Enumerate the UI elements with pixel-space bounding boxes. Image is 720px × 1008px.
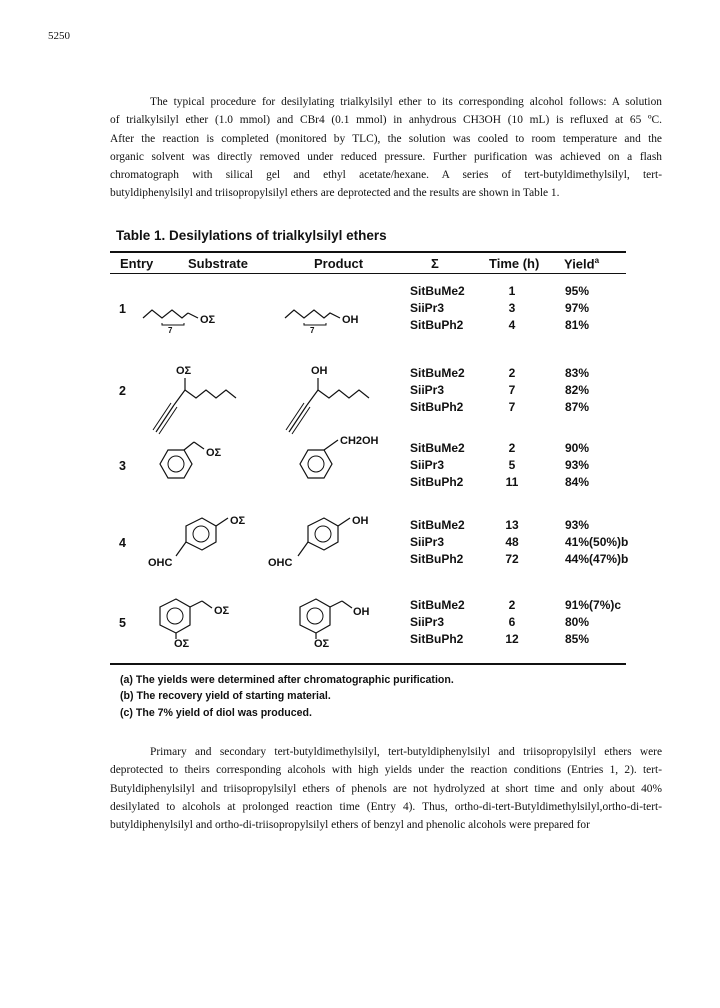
substrate-o-sigma-label: OΣ <box>206 447 222 459</box>
yield-value: 83% <box>565 366 590 380</box>
entry4-structure-svg <box>140 512 410 580</box>
header-time: Time (h) <box>489 256 540 271</box>
yield-value: 80% <box>565 615 590 629</box>
paragraph-line: The typical procedure for desilylating trialkylsilyl ether to its corresponding alcohol follows: A solution <box>150 96 662 108</box>
reaction-time: 7 <box>508 400 516 414</box>
footnote: (a) The yields were determined after chromatographic purification. <box>120 674 454 686</box>
silyl-group: SitBuPh2 <box>410 475 464 489</box>
reaction-time: 13 <box>505 518 519 532</box>
entry1-structure-svg <box>140 285 410 345</box>
entry3-structure-svg <box>140 436 410 496</box>
silyl-group: SitBuPh2 <box>410 400 464 414</box>
chain-subscript-label: 7 <box>168 326 173 335</box>
entry3-structures <box>140 436 410 496</box>
reaction-time: 2 <box>508 598 516 612</box>
yield-value: 41%(50%)b <box>565 535 629 549</box>
entry-number: 3 <box>119 459 126 473</box>
table-top-rule <box>110 251 626 253</box>
paragraph-line: Butyldiphenylsilyl and triisopropylsilyl ethers of phenols are not hydrolyzed at short time and only about 40% <box>110 782 662 795</box>
paragraph-line: chromatograph with silical gel and ethyl acetate/hexane. A series of tert-butyldimethylsilyl, tert- <box>110 169 662 182</box>
silyl-group: SitBuPh2 <box>410 552 464 566</box>
paragraph-line: After the reaction is completed (monitored by TLC), the solution was cooled to room temperature and the <box>110 132 662 145</box>
entry-number: 4 <box>119 536 126 550</box>
substrate-o-sigma-label: OΣ <box>200 314 216 326</box>
reaction-time: 5 <box>508 458 516 472</box>
header-sigma: Σ <box>431 256 439 271</box>
yield-value: 82% <box>565 383 590 397</box>
silyl-group: SitBuMe2 <box>410 598 465 612</box>
discussion-paragraph <box>110 743 662 834</box>
substrate-o-sigma-label: OΣ <box>174 638 190 650</box>
entry2-structure-svg <box>140 360 410 445</box>
product-o-sigma-label: OΣ <box>314 638 330 650</box>
paragraph-line: desilylated to alcohols at prolonged reaction time (Entry 4). Thus, ortho-di-tert-Butyldimethylsilyl,ortho-di-tert- <box>110 800 662 813</box>
header-yield <box>564 256 599 271</box>
yield-value: 90% <box>565 441 590 455</box>
reaction-time: 72 <box>505 552 519 566</box>
reaction-time: 2 <box>508 366 516 380</box>
page-number: 5250 <box>48 30 70 42</box>
paragraph-line: Primary and secondary tert-butyldimethylsilyl, tert-butyldiphenylsilyl and triisopropylsilyl ethers were <box>150 746 662 758</box>
product-oh-label: OH <box>342 314 359 326</box>
entry-number: 5 <box>119 616 126 630</box>
table-footnotes <box>120 672 454 721</box>
silyl-group: SitBuMe2 <box>410 441 465 455</box>
yield-value: 87% <box>565 400 590 414</box>
substrate-o-sigma-label: OΣ <box>214 605 230 617</box>
header-yield-label: Yield <box>564 256 595 272</box>
entry5-structures <box>140 595 410 655</box>
silyl-group: SiiPr3 <box>410 383 445 397</box>
yield-value: 85% <box>565 632 590 646</box>
silyl-group: SitBuPh2 <box>410 318 464 332</box>
yield-value: 91%(7%)c <box>565 598 622 612</box>
chain-subscript-label: 7 <box>310 326 315 335</box>
silyl-group: SitBuMe2 <box>410 366 465 380</box>
entry2-structures <box>140 360 410 445</box>
reaction-time: 3 <box>508 301 516 315</box>
paragraph-line: butyldiphenylsilyl and ortho-di-triisopropylsilyl ethers of benzyl and phenolic alcohols were prepared for <box>110 819 590 832</box>
reaction-time: 7 <box>508 383 516 397</box>
yield-value: 84% <box>565 475 590 489</box>
reaction-time: 48 <box>505 535 519 549</box>
product-oh-label: OH <box>311 365 328 377</box>
entry4-structures <box>140 512 410 580</box>
silyl-group: SiiPr3 <box>410 301 445 315</box>
paragraph-line: organic solvent was directly removed under reduced pressure. Further purification was achieved on a flash <box>110 150 662 163</box>
yield-value: 95% <box>565 284 590 298</box>
product-oh-label: OH <box>352 515 369 527</box>
paragraph-line: butyldiphenylsilyl and triisopropylsilyl ethers are deprotected and the results are shown in Table 1. <box>110 187 560 200</box>
silyl-group: SitBuMe2 <box>410 518 465 532</box>
reaction-time: 4 <box>508 318 516 332</box>
procedure-paragraph <box>110 93 662 203</box>
footnote: (b) The recovery yield of starting material. <box>120 690 331 703</box>
header-substrate: Substrate <box>188 256 248 271</box>
paragraph-line: deprotected to theirs corresponding alcohols with high yields under the reaction conditions (Entries 1, 2). tert- <box>110 764 662 777</box>
substrate-o-sigma-label: OΣ <box>230 515 246 527</box>
reaction-time: 6 <box>508 615 516 629</box>
reaction-time: 11 <box>505 475 519 489</box>
substrate-ohc-label: OHC <box>148 557 173 569</box>
reaction-time: 1 <box>508 284 516 298</box>
silyl-group: SiiPr3 <box>410 615 445 629</box>
product-ohc-label: OHC <box>268 557 293 569</box>
yield-value: 97% <box>565 301 590 315</box>
header-yield-footnote: a <box>594 256 600 265</box>
table-title: Table 1. Desilylations of trialkylsilyl ethers <box>116 228 387 243</box>
table-bottom-rule <box>110 663 626 665</box>
yield-value: 81% <box>565 318 590 332</box>
silyl-group: SiiPr3 <box>410 458 445 472</box>
silyl-group: SitBuMe2 <box>410 284 465 298</box>
paragraph-line: of trialkylsilyl ether (1.0 mmol) and CBr4 (0.1 mmol) in anhydrous CH3OH (10 mL) is refluxed at 65 ºC. <box>110 114 662 127</box>
reaction-time: 2 <box>508 441 516 455</box>
entry5-structure-svg <box>140 595 410 655</box>
entry-number: 1 <box>119 302 126 316</box>
reaction-time: 12 <box>505 632 519 646</box>
header-entry: Entry <box>120 256 154 271</box>
yield-value: 93% <box>565 458 590 472</box>
silyl-group: SitBuPh2 <box>410 632 464 646</box>
substrate-o-sigma-label: OΣ <box>176 365 192 377</box>
yield-value: 44%(47%)b <box>565 552 629 566</box>
product-oh-label: OH <box>353 606 370 618</box>
product-ch2oh-label: CH2OH <box>340 435 379 447</box>
silyl-group: SiiPr3 <box>410 535 445 549</box>
header-product: Product <box>314 256 364 271</box>
entry-number: 2 <box>119 384 126 398</box>
footnote: (c) The 7% yield of diol was produced. <box>120 706 312 719</box>
entry1-structures <box>140 285 410 345</box>
table-header-rule <box>110 273 626 274</box>
yield-value: 93% <box>565 518 590 532</box>
